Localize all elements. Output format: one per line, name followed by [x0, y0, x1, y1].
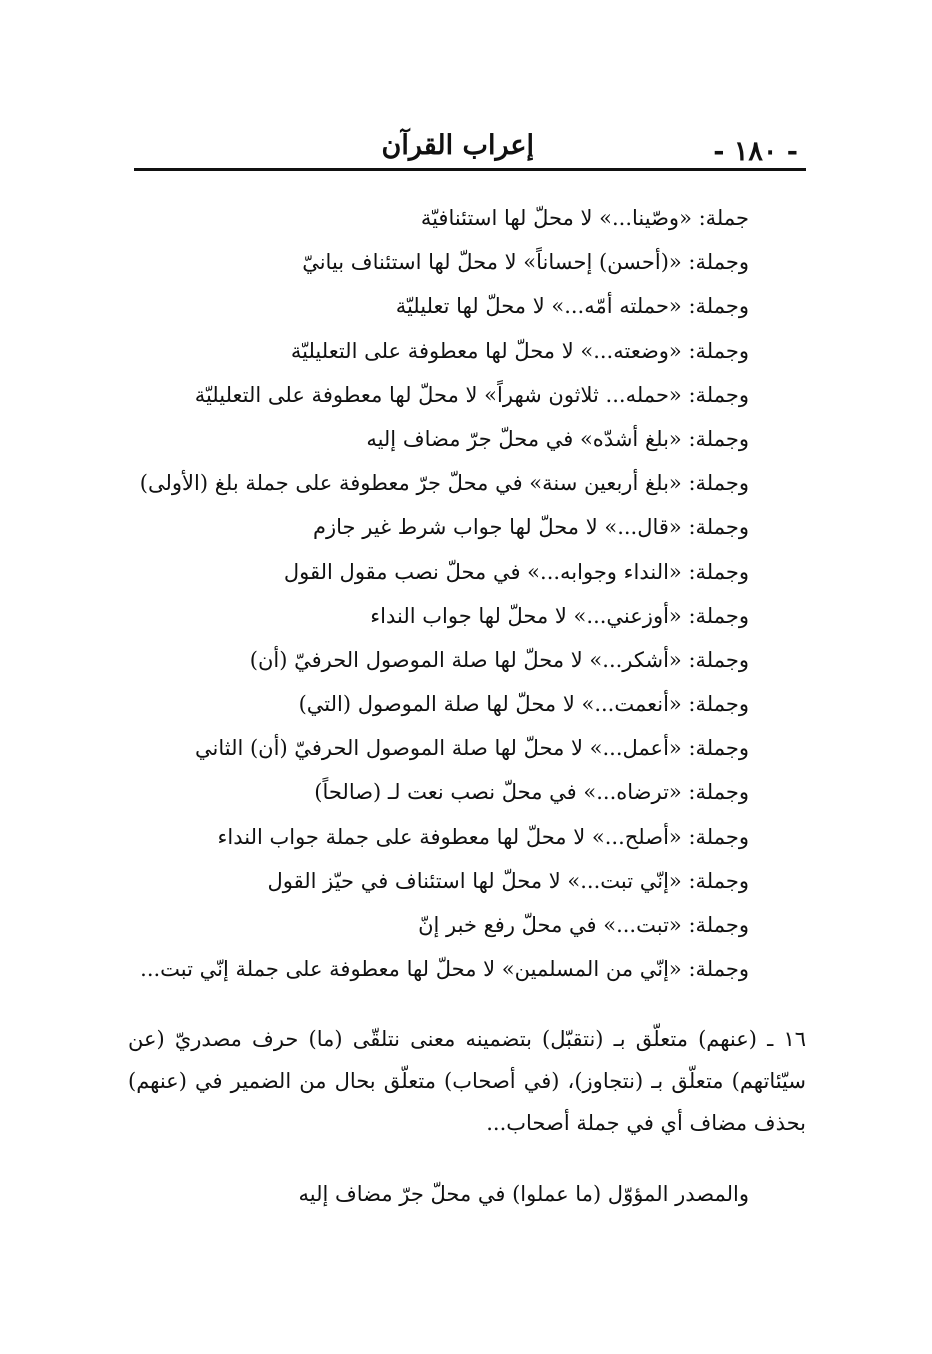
sentence-analysis-line: وجملة: «قال...» لا محلّ لها جواب شرط غير جازم [313, 515, 749, 540]
header-divider [134, 168, 806, 171]
sentence-analysis-line: وجملة: «أشكر...» لا محلّ لها صلة الموصول الحرفيّ (أن) [249, 647, 749, 672]
sentence-analysis-line: وجملة: «حملته أمّه...» لا محلّ لها تعليليّة [395, 294, 749, 319]
sentence-analysis-line: جملة: «وصّينا...» لا محلّ لها استئنافيّة [420, 206, 749, 230]
sentence-analysis-line: وجملة: «تبت...» في محلّ رفع خبر إنّ [418, 913, 749, 937]
sentence-analysis-line: وجملة: «ترضاه...» في محلّ نصب نعت لـ (صالحاً) [314, 780, 749, 805]
book-title: إعراب القرآن [381, 130, 534, 161]
sentence-analysis-line: وجملة: «إنّي تبت...» لا محلّ لها استئناف في حيّز القول [267, 868, 749, 893]
sentence-analysis-list [129, 196, 749, 991]
page-number: - ١٨٠ - [713, 136, 798, 167]
sentence-analysis-line: وجملة: «إنّي من المسلمين» لا محلّ لها معطوفة على جملة إنّي تبت... [140, 957, 749, 982]
sentence-analysis-line: وجملة: «حمله... ثلاثون شهراً» لا محلّ لها معطوفة على التعليليّة [194, 382, 749, 407]
sentence-analysis-line: وجملة: «بلغ أشدّه» في محلّ جرّ مضاف إليه [366, 426, 749, 451]
sentence-analysis-line: وجملة: «أصلح...» لا محلّ لها معطوفة على جملة جواب النداء [217, 824, 749, 849]
masdar-note: والمصدر المؤوّل (ما عملوا) في محلّ جرّ مضاف إليه [298, 1182, 749, 1206]
verse-16-note: ١٦ ـ (عنهم) متعلّق بـ (نتقبّل) بتضمينه معنى نتلقّى (ما) حرف مصدريّ (عن سيّئاتهم) متعلّق بـ (نتجاوز)، (في أصحاب) متعلّق بحال من الضمير في (عنهم) بحذف مضاف أي في جملة أصحاب... [128, 1027, 806, 1135]
sentence-analysis-line: وجملة: «النداء وجوابه...» في محلّ نصب مقول القول [283, 559, 749, 584]
sentence-analysis-line: وجملة: «أنعمت...» لا محلّ لها صلة الموصول (التي) [298, 692, 749, 717]
page-header [134, 120, 806, 166]
sentence-analysis-line: وجملة: «(أحسن) إحساناً» لا محلّ لها استئناف بيانيّ [302, 250, 749, 275]
sentence-analysis-line: وجملة: «أعمل...» لا محلّ لها صلة الموصول الحرفيّ (أن) الثاني [195, 736, 749, 761]
sentence-analysis-line: وجملة: «بلغ أربعين سنة» في محلّ جرّ معطوفة على جملة بلغ (الأولى) [139, 471, 749, 496]
sentence-analysis-line: وجملة: «أوزعني...» لا محلّ لها جواب النداء [370, 603, 749, 628]
sentence-analysis-line: وجملة: «وضعته...» لا محلّ لها معطوفة على التعليليّة [290, 338, 749, 363]
